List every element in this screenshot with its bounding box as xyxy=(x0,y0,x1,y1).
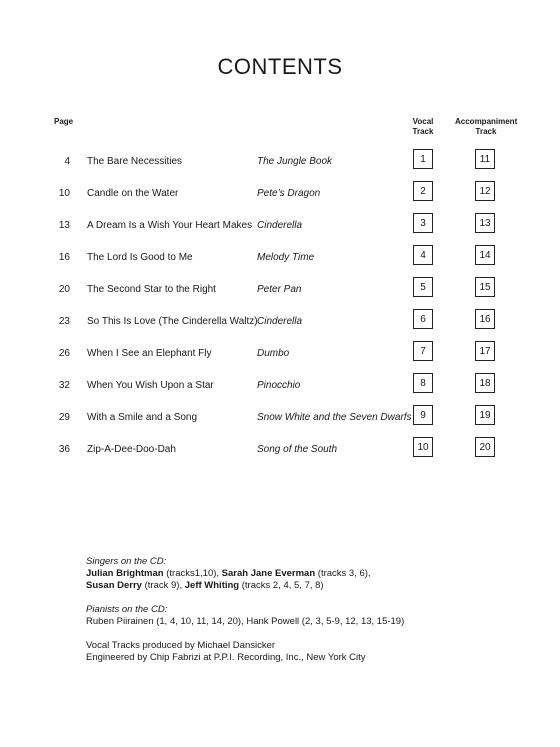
singer-name: Jeff Whiting xyxy=(184,580,240,591)
page-number: 10 xyxy=(58,188,70,199)
accompaniment-track-number: 17 xyxy=(475,341,495,361)
spacer xyxy=(86,628,526,640)
vocal-track-number: 8 xyxy=(413,373,433,393)
vocal-track-number: 3 xyxy=(413,213,433,233)
accompaniment-track-number: 16 xyxy=(475,309,495,329)
show-title: Snow White and the Seven Dwarfs xyxy=(257,412,412,423)
singers-line-2 xyxy=(86,580,526,592)
accompaniment-track-number: 11 xyxy=(475,149,495,169)
header-acc-line2: Track xyxy=(475,127,497,136)
header-vocal-line1: Vocal xyxy=(412,117,434,126)
singers-line-1 xyxy=(86,568,526,580)
vocal-track-number: 6 xyxy=(413,309,433,329)
singer-tracks: (tracks1,10), xyxy=(163,568,222,579)
show-title: Pinocchio xyxy=(257,380,301,391)
header-page: Page xyxy=(54,117,74,126)
engineered-line: Engineered by Chip Fabrizi at P.P.I. Recording, Inc., New York City xyxy=(86,652,366,663)
vocal-track-number: 1 xyxy=(413,149,433,169)
page-number: 23 xyxy=(58,316,70,327)
show-title: Cinderella xyxy=(257,316,303,327)
page-number: 36 xyxy=(58,444,70,455)
singer-name: Sarah Jane Everman xyxy=(221,568,316,579)
accompaniment-track-number: 18 xyxy=(475,373,495,393)
page-number: 32 xyxy=(58,380,70,391)
accompaniment-track-number: 20 xyxy=(475,437,495,457)
vocal-track-number: 5 xyxy=(413,277,433,297)
singer-tracks: (tracks 3, 6), xyxy=(315,568,371,579)
contents-row xyxy=(0,179,560,211)
accompaniment-track-number: 12 xyxy=(475,181,495,201)
show-title: Pete’s Dragon xyxy=(257,188,321,199)
song-title: With a Smile and a Song xyxy=(87,412,198,423)
contents-row xyxy=(0,275,560,307)
singer-name: Julian Brightman xyxy=(86,568,164,579)
spacer xyxy=(86,592,526,604)
vocal-track-number: 10 xyxy=(413,437,433,457)
show-title: Song of the South xyxy=(257,444,338,455)
show-title: Peter Pan xyxy=(257,284,302,295)
song-title: So This Is Love (The Cinderella Waltz) xyxy=(87,316,258,327)
accompaniment-track-number: 14 xyxy=(475,245,495,265)
contents-row xyxy=(0,403,560,435)
singer-name: Susan Derry xyxy=(86,580,142,591)
page-number: 26 xyxy=(58,348,70,359)
song-title: Candle on the Water xyxy=(87,188,179,199)
contents-list xyxy=(0,147,560,467)
show-title: Cinderella xyxy=(257,220,303,231)
contents-row xyxy=(0,371,560,403)
pianists-line: Ruben Piirainen (1, 4, 10, 11, 14, 20), Hank Powell (2, 3, 5-9, 12, 13, 15-19) xyxy=(86,616,405,627)
contents-row xyxy=(0,211,560,243)
song-title: Zip-A-Dee-Doo-Dah xyxy=(87,444,176,455)
pianists-label: Pianists on the CD: xyxy=(86,604,168,615)
song-title: The Second Star to the Right xyxy=(87,284,216,295)
page-number: 4 xyxy=(64,156,70,167)
singer-tracks: (tracks 2, 4, 5, 7, 8) xyxy=(239,580,324,591)
contents-row xyxy=(0,339,560,371)
singer-tracks: (track 9), xyxy=(141,580,185,591)
header-vocal-line2: Track xyxy=(412,127,434,136)
page-number: 13 xyxy=(58,220,70,231)
song-title: A Dream Is a Wish Your Heart Makes xyxy=(87,220,253,231)
page-number: 20 xyxy=(58,284,70,295)
song-title: When I See an Elephant Fly xyxy=(87,348,212,359)
header-vocal-track xyxy=(403,117,443,137)
vocal-track-number: 4 xyxy=(413,245,433,265)
page-number: 16 xyxy=(58,252,70,263)
contents-row xyxy=(0,435,560,467)
show-title: The Jungle Book xyxy=(257,156,333,167)
produced-line: Vocal Tracks produced by Michael Dansicker xyxy=(86,640,276,651)
song-title: When You Wish Upon a Star xyxy=(87,380,214,391)
accompaniment-track-number: 15 xyxy=(475,277,495,297)
show-title: Melody Time xyxy=(257,252,315,263)
song-title: The Lord Is Good to Me xyxy=(87,252,193,263)
singers-label: Singers on the CD: xyxy=(86,556,167,567)
page-number: 29 xyxy=(58,412,70,423)
vocal-track-number: 9 xyxy=(413,405,433,425)
vocal-track-number: 7 xyxy=(413,341,433,361)
header-accompaniment-track xyxy=(455,117,517,137)
contents-row xyxy=(0,243,560,275)
header-acc-line1: Accompaniment xyxy=(455,117,518,126)
accompaniment-track-number: 19 xyxy=(475,405,495,425)
accompaniment-track-number: 13 xyxy=(475,213,495,233)
credits-block xyxy=(86,556,526,664)
page-title: CONTENTS xyxy=(217,54,343,79)
vocal-track-number: 2 xyxy=(413,181,433,201)
show-title: Dumbo xyxy=(257,348,290,359)
song-title: The Bare Necessities xyxy=(87,156,183,167)
contents-row xyxy=(0,147,560,179)
contents-row xyxy=(0,307,560,339)
